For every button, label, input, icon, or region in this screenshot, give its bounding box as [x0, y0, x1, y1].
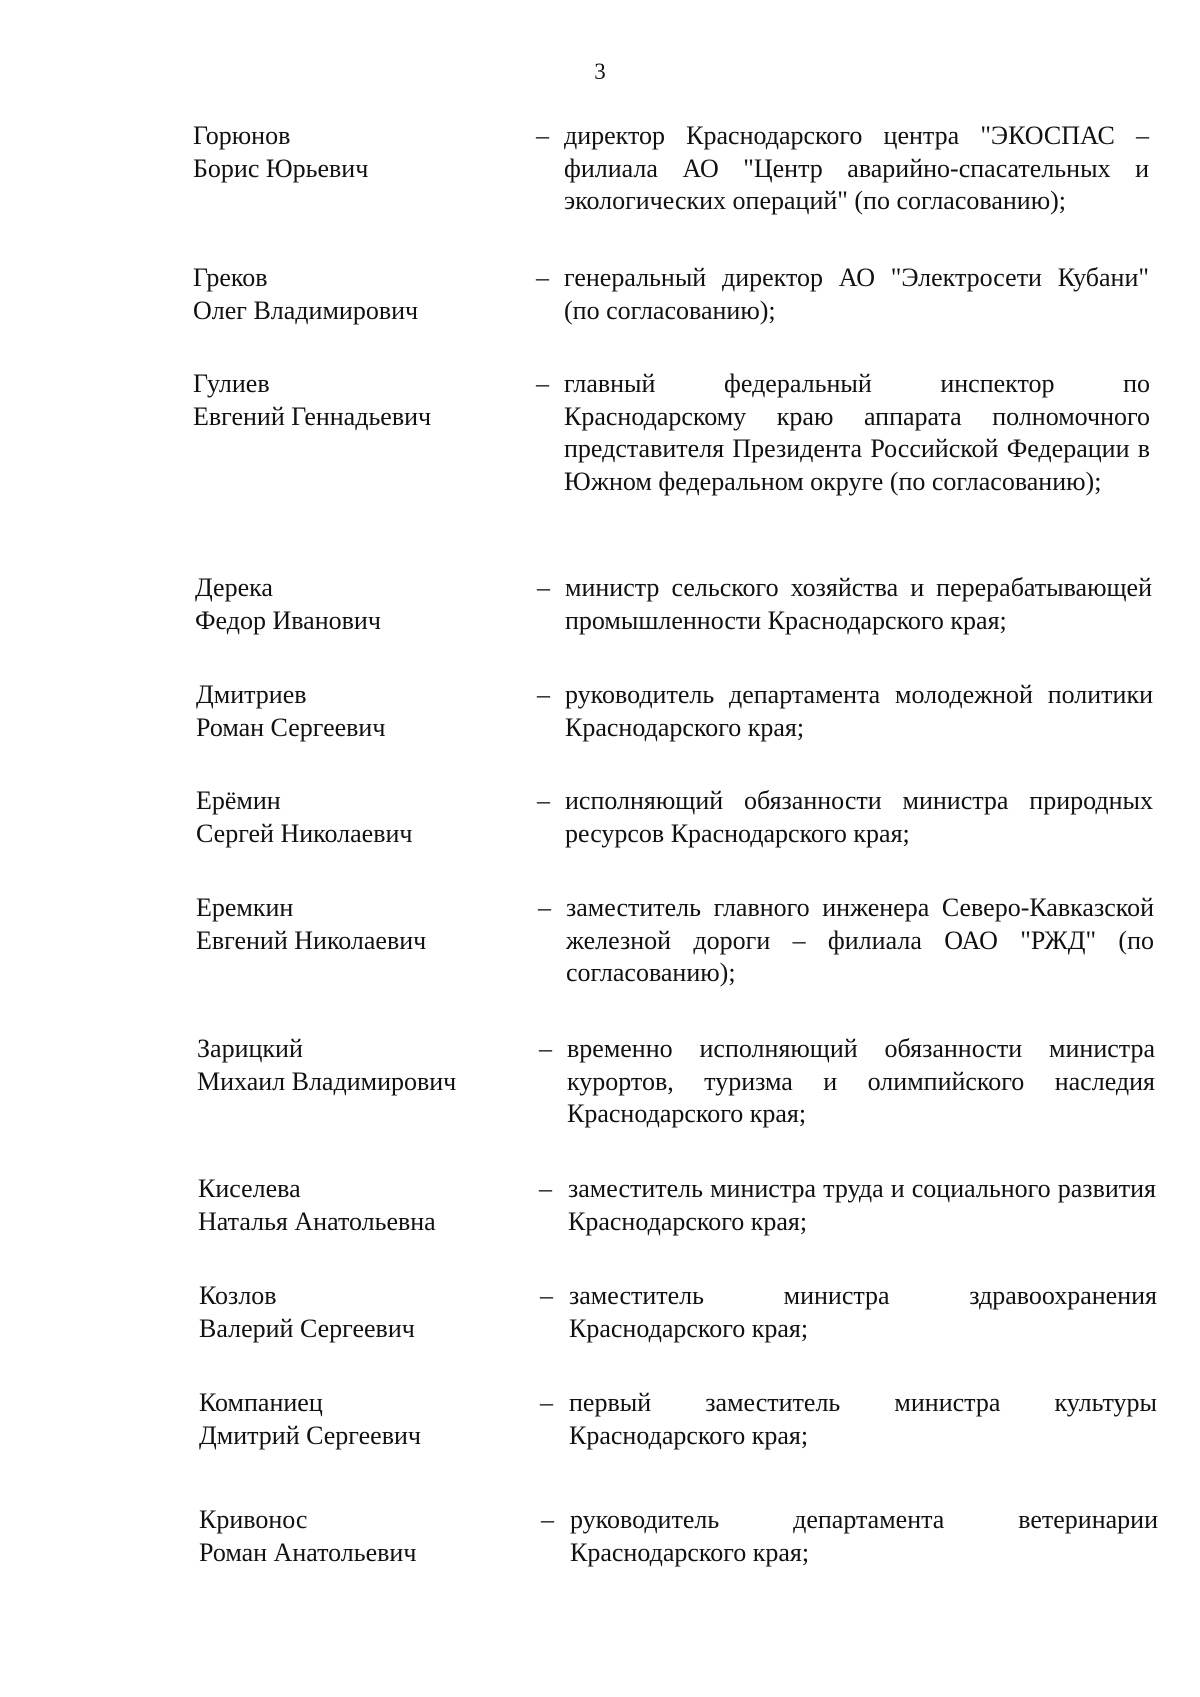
person-surname: Греков [193, 263, 268, 292]
person-name [199, 1387, 489, 1452]
person-name [196, 785, 486, 850]
entry-dash: – [539, 1034, 552, 1063]
entry-dash: – [537, 680, 550, 709]
person-surname: Горюнов [193, 121, 291, 150]
entry-dash: – [536, 369, 549, 398]
person-position: заместитель министра труда и социального развития Краснодарского края; [568, 1174, 1156, 1236]
entry-dash: – [540, 1388, 553, 1417]
person-given-names: Сергей Николаевич [196, 818, 413, 848]
entry-dash: – [540, 1281, 553, 1310]
person-name [193, 262, 483, 327]
person-given-names: Евгений Геннадьевич [193, 401, 432, 431]
person-surname: Дерека [195, 573, 273, 602]
person-surname: Ерёмин [196, 786, 281, 815]
person-name [193, 368, 483, 433]
person-given-names: Федор Иванович [195, 605, 381, 635]
person-surname: Еремкин [196, 893, 294, 922]
person-given-names: Валерий Сергеевич [199, 1313, 415, 1343]
person-name [197, 1033, 487, 1098]
person-surname: Зарицкий [197, 1034, 303, 1063]
person-given-names: Роман Сергеевич [196, 712, 386, 742]
entry-dash: – [538, 893, 551, 922]
person-name [199, 1280, 489, 1345]
person-position: заместитель министра здравоохранения Краснодарского края; [569, 1281, 1157, 1343]
entry-dash: – [541, 1505, 554, 1534]
person-position: директор Краснодарского центра "ЭКОСПАС – филиала АО "Центр аварийно-спасательных и экологических операций" (по согласованию); [564, 121, 1149, 215]
person-surname: Компаниец [199, 1388, 323, 1417]
entry-dash: – [537, 573, 550, 602]
entry-dash: – [536, 263, 549, 292]
person-name [196, 679, 486, 744]
person-position: руководитель департамента молодежной политики Краснодарского края; [565, 680, 1153, 742]
person-surname: Киселева [198, 1174, 301, 1203]
person-position: заместитель главного инженера Северо-Кавказской железной дороги – филиала ОАО "РЖД" (по согласованию); [566, 893, 1154, 987]
person-name [195, 572, 485, 637]
person-position: временно исполняющий обязанности министра курортов, туризма и олимпийского наследия Краснодарского края; [567, 1034, 1155, 1128]
person-given-names: Наталья Анатольевна [198, 1206, 436, 1236]
page-number: 3 [594, 59, 606, 84]
person-surname: Козлов [199, 1281, 277, 1310]
person-surname: Гулиев [193, 369, 270, 398]
person-name [199, 1504, 489, 1569]
entry-dash: – [537, 786, 550, 815]
person-name [198, 1173, 488, 1238]
person-position: главный федеральный инспектор по Краснодарскому краю аппарата полномочного представителя Президента Российской Федерации в Южном федеральном округе (по согласованию); [564, 369, 1150, 496]
person-surname: Дмитриев [196, 680, 307, 709]
person-position: министр сельского хозяйства и перерабатывающей промышленности Краснодарского края; [565, 573, 1152, 635]
person-position: исполняющий обязанности министра природных ресурсов Краснодарского края; [565, 786, 1153, 848]
person-given-names: Борис Юрьевич [193, 153, 369, 183]
person-given-names: Евгений Николаевич [196, 925, 427, 955]
person-given-names: Дмитрий Сергеевич [199, 1420, 421, 1450]
person-given-names: Михаил Владимирович [197, 1066, 457, 1096]
person-position: руководитель департамента ветеринарии Краснодарского края; [570, 1505, 1158, 1567]
entry-dash: – [536, 121, 549, 150]
person-position: первый заместитель министра культуры Краснодарского края; [569, 1388, 1157, 1450]
person-given-names: Роман Анатольевич [199, 1537, 417, 1567]
entry-dash: – [539, 1174, 552, 1203]
person-name [193, 120, 483, 185]
person-surname: Кривонос [199, 1505, 308, 1534]
person-position: генеральный директор АО "Электросети Кубани" (по согласованию); [564, 263, 1149, 325]
person-given-names: Олег Владимирович [193, 295, 419, 325]
person-name [196, 892, 486, 957]
